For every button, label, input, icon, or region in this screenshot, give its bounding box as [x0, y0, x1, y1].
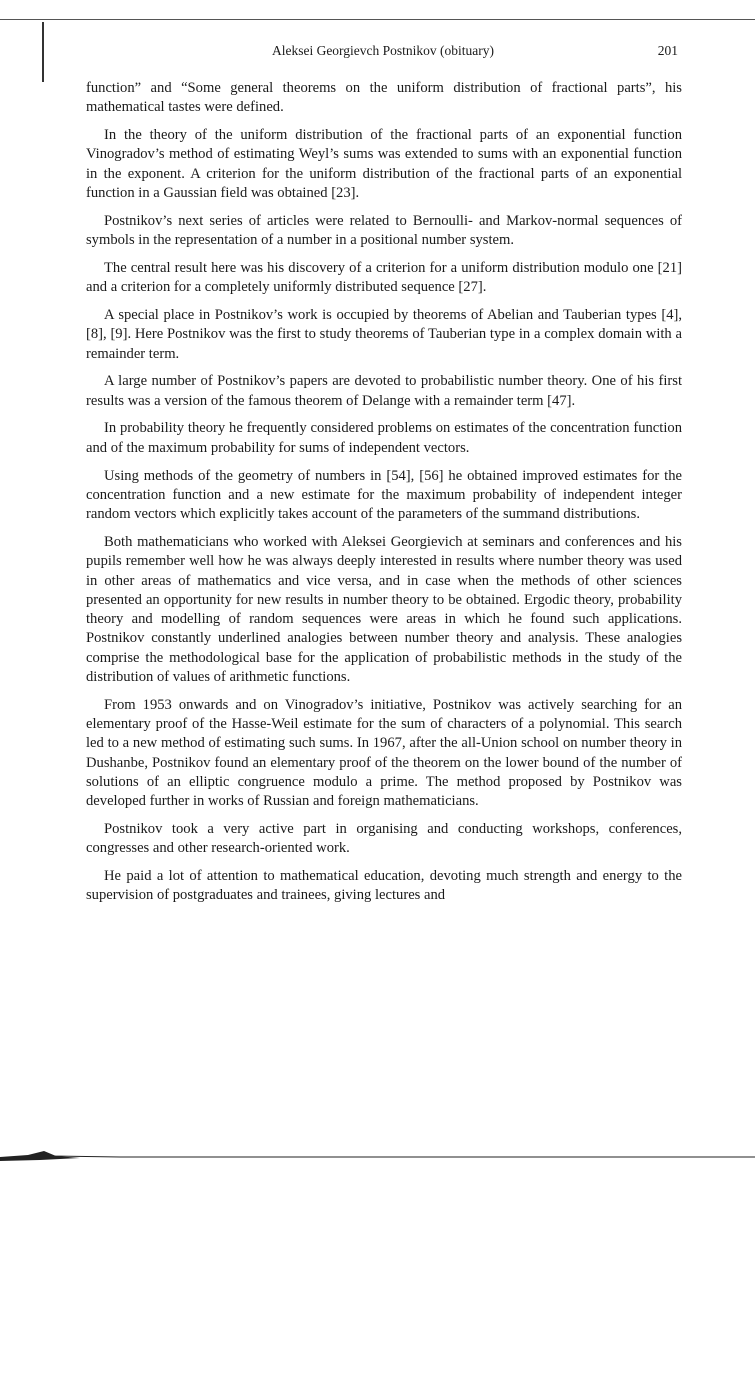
- paragraph: A large number of Postnikov’s papers are devoted to probabilistic number theory. One of his first results was a version of the famous theorem of Delange with a remainder term [47].: [86, 373, 682, 409]
- paragraph: In the theory of the uniform distribution of the fractional parts of an exponential function Vinogradov’s method of estimating Weyl’s sums was extended to sums with an exponential function in the exponent. A criterion for the uniform distribution of the fractional parts of an exponential function in a Gaussian field was obtained [23].: [86, 127, 682, 201]
- scan-smudge-mark: [0, 1147, 755, 1167]
- paragraph: function” and “Some general theorems on the uniform distribution of fractional parts”, his mathematical tastes were defined.: [86, 80, 682, 116]
- top-rule: [0, 19, 755, 20]
- paragraph: He paid a lot of attention to mathematical education, devoting much strength and energy to the supervision of postgraduates and trainees, giving lectures and: [86, 868, 682, 904]
- paragraph: A special place in Postnikov’s work is occupied by theorems of Abelian and Tauberian types [4], [8], [9]. Here Postnikov was the first to study theorems of Tauberian type in a complex domain with a remainder term.: [86, 306, 682, 362]
- running-title: Aleksei Georgievch Postnikov (obituary): [271, 43, 495, 58]
- paragraph: Using methods of the geometry of numbers in [54], [56] he obtained improved estimates for the concentration function and a new estimate for the maximum probability of independent integer random vectors which explicitly takes account of the parameters of the summand distributions.: [86, 467, 682, 523]
- running-head: [88, 43, 678, 61]
- body-text: [86, 79, 682, 914]
- paragraph: Postnikov took a very active part in organising and conducting workshops, conferences, congresses and other research-oriented work.: [86, 821, 682, 857]
- page-number: 201: [657, 43, 678, 58]
- paragraph: Postnikov’s next series of articles were related to Bernoulli- and Markov-normal sequences of symbols in the representation of a number in a positional number system.: [86, 212, 682, 249]
- paragraph: Both mathematicians who worked with Aleksei Georgievich at seminars and conferences and his pupils remember well how he was always deeply interested in results where number theory was used in other areas of mathematics and vice versa, and in case when the methods of other sciences presented an opportunity for new results in number theory to be obtained. Ergodic theory, probability theory and modelling of random sequences were areas in which he found such applications. Postnikov constantly underlined analogies between number theory and analysis. These analogies comprise the methodological base for the application of probabilistic methods in the study of the distribution of values of arithmetic functions.: [86, 533, 682, 686]
- scan-edge-mark: [42, 22, 44, 82]
- paragraph: From 1953 onwards and on Vinogradov’s initiative, Postnikov was actively searching for an elementary proof of the Hasse-Weil estimate for the sum of characters of a polynomial. This search led to a new method of estimating such sums. In 1967, after the all-Union school on number theory in Dushanbe, Postnikov found an elementary proof of the theorem on the lower bound of the number of solutions of an elliptic congruence modulo a prime. The method proposed by Postnikov was developed further in works of Russian and foreign mathematicians.: [86, 696, 682, 810]
- paragraph: The central result here was his discovery of a criterion for a uniform distribution modulo one [21] and a criterion for a completely uniformly distributed sequence [27].: [86, 259, 682, 296]
- paragraph: In probability theory he frequently considered problems on estimates of the concentration function and of the maximum probability for sums of independent vectors.: [86, 420, 682, 456]
